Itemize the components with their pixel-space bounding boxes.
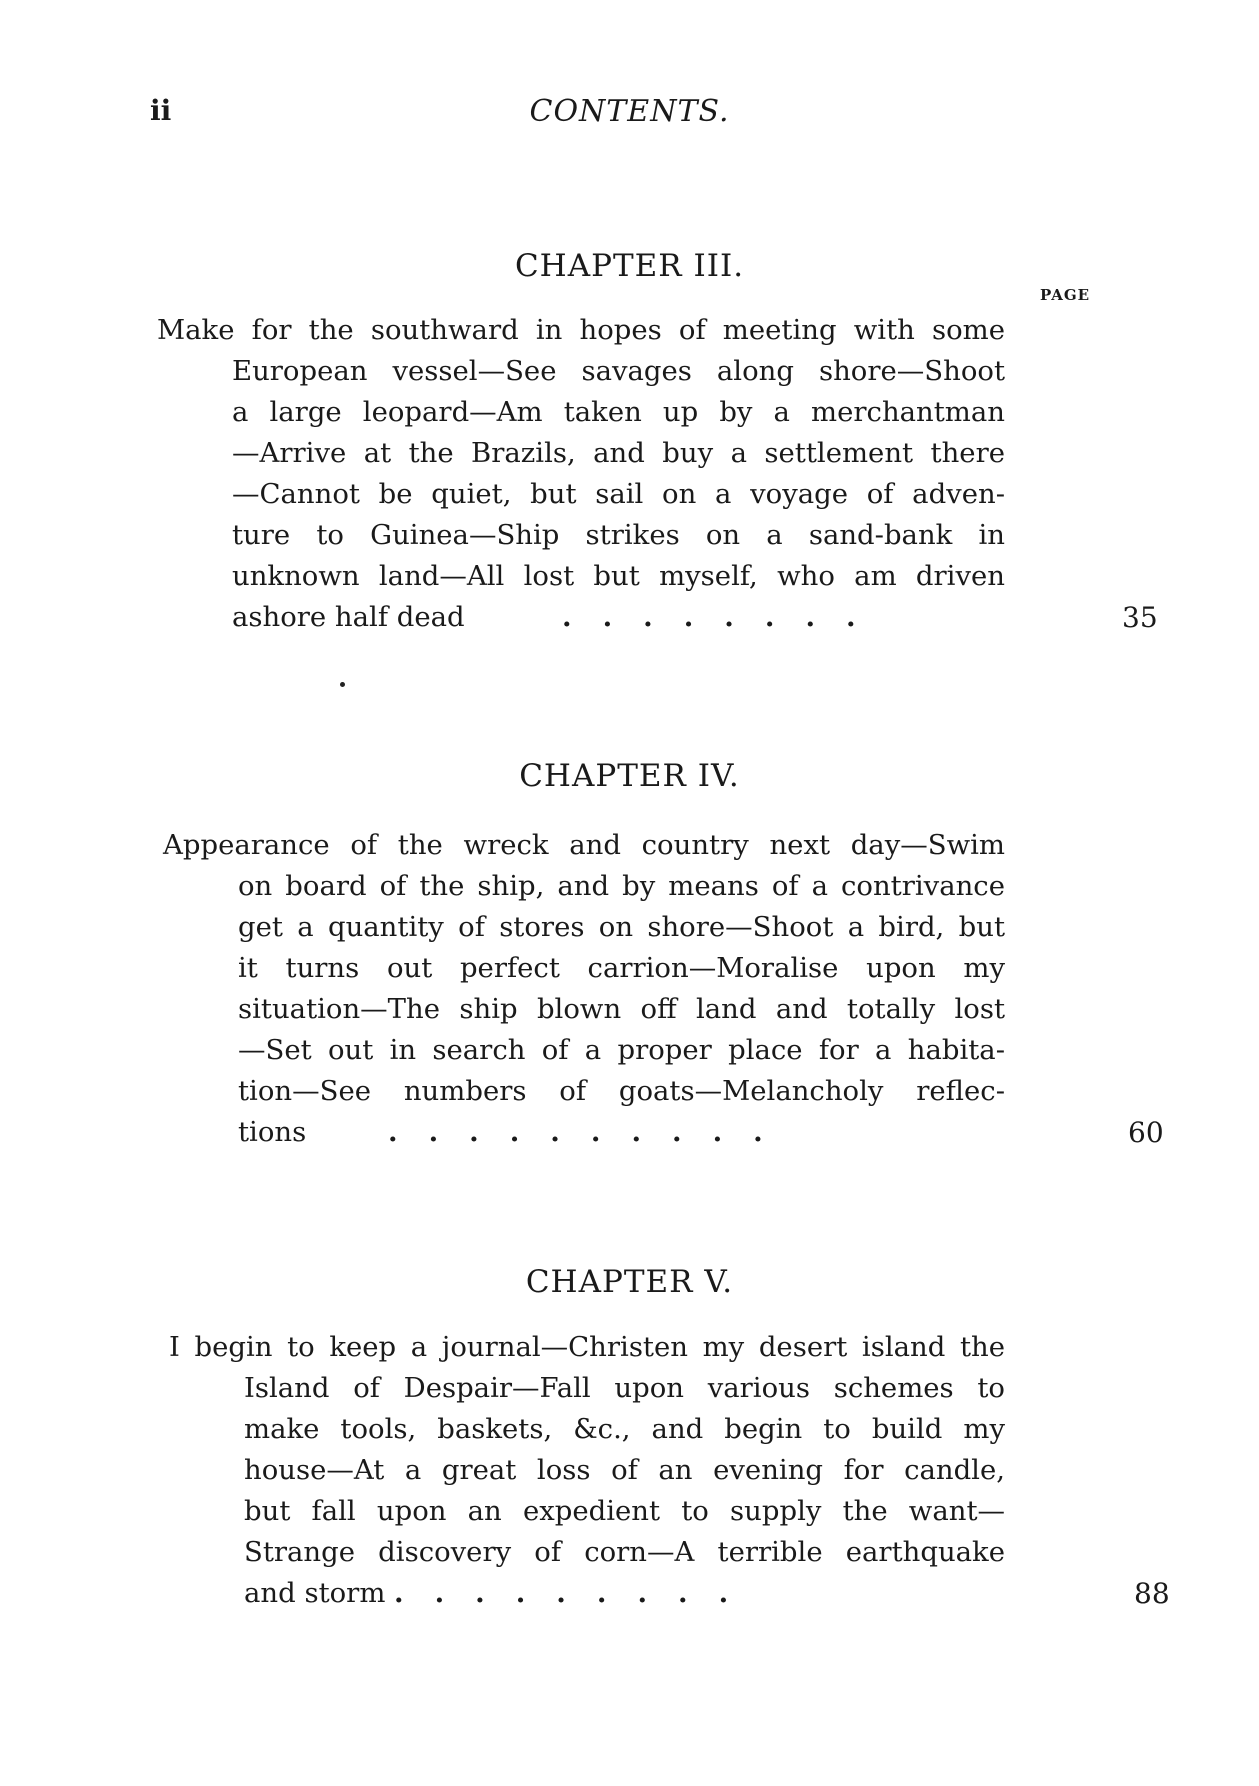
summary-line: Strange discovery of corn—A terrible earthquake — [244, 1536, 1005, 1568]
stray-mark — [340, 682, 345, 687]
chapter-summary — [157, 310, 1158, 638]
page-number: 88 — [1134, 1577, 1170, 1610]
chapter-heading: CHAPTER IV. — [519, 758, 740, 794]
chapter-summary — [163, 825, 1164, 1153]
summary-line: house—At a great loss of an evening for candle, — [244, 1454, 1005, 1486]
chapter-summary — [169, 1327, 1170, 1614]
summary-line: —Cannot be quiet, but sail on a voyage of adven- — [232, 478, 1005, 510]
summary-line: but fall upon an expedient to supply the want— — [244, 1495, 1005, 1527]
page-column-label: PAGE — [1040, 286, 1091, 304]
summary-line: it turns out perfect carrion—Moralise upon my — [238, 952, 1005, 984]
summary-line: Make for the southward in hopes of meeting with some — [157, 314, 1005, 346]
summary-line: a large leopard—Am taken up by a merchantman — [232, 396, 1005, 428]
summary-last-line — [244, 1573, 1170, 1614]
dot-leaders: ........ — [562, 601, 887, 633]
summary-line: on board of the ship, and by means of a contrivance — [238, 870, 1005, 902]
summary-line: tions — [238, 1116, 307, 1148]
page-number: 60 — [1128, 1116, 1164, 1149]
summary-line: —Set out in search of a proper place for a habita- — [238, 1034, 1005, 1066]
summary-last-line — [232, 597, 1158, 638]
page-folio: ii — [150, 94, 172, 127]
chapter-heading: CHAPTER V. — [525, 1264, 734, 1300]
chapter-heading: CHAPTER III. — [514, 248, 745, 284]
summary-line: Appearance of the wreck and country next day—Swim — [163, 829, 1005, 861]
summary-line: make tools, baskets, &c., and begin to build my — [244, 1413, 1005, 1445]
summary-line: ashore half dead — [232, 601, 465, 633]
summary-last-line — [238, 1112, 1164, 1153]
dot-leaders: .......... — [388, 1116, 794, 1148]
summary-line: —Arrive at the Brazils, and buy a settlement there — [232, 437, 1005, 469]
page-number: 35 — [1122, 601, 1158, 634]
summary-line: unknown land—All lost but myself, who am driven — [232, 560, 1005, 592]
summary-line: and storm — [244, 1577, 386, 1609]
summary-line: I begin to keep a journal—Christen my desert island the — [169, 1331, 1005, 1363]
dot-leaders: ......... — [394, 1577, 760, 1609]
summary-line: tion—See numbers of goats—Melancholy reflec- — [238, 1075, 1005, 1107]
summary-line: situation—The ship blown off land and totally lost — [238, 993, 1005, 1025]
summary-line: ture to Guinea—Ship strikes on a sand-bank in — [232, 519, 1005, 551]
summary-line: European vessel—See savages along shore—Shoot — [232, 355, 1005, 387]
summary-line: get a quantity of stores on shore—Shoot a bird, but — [238, 911, 1005, 943]
summary-line: Island of Despair—Fall upon various schemes to — [244, 1372, 1005, 1404]
running-title: CONTENTS. — [529, 94, 730, 129]
